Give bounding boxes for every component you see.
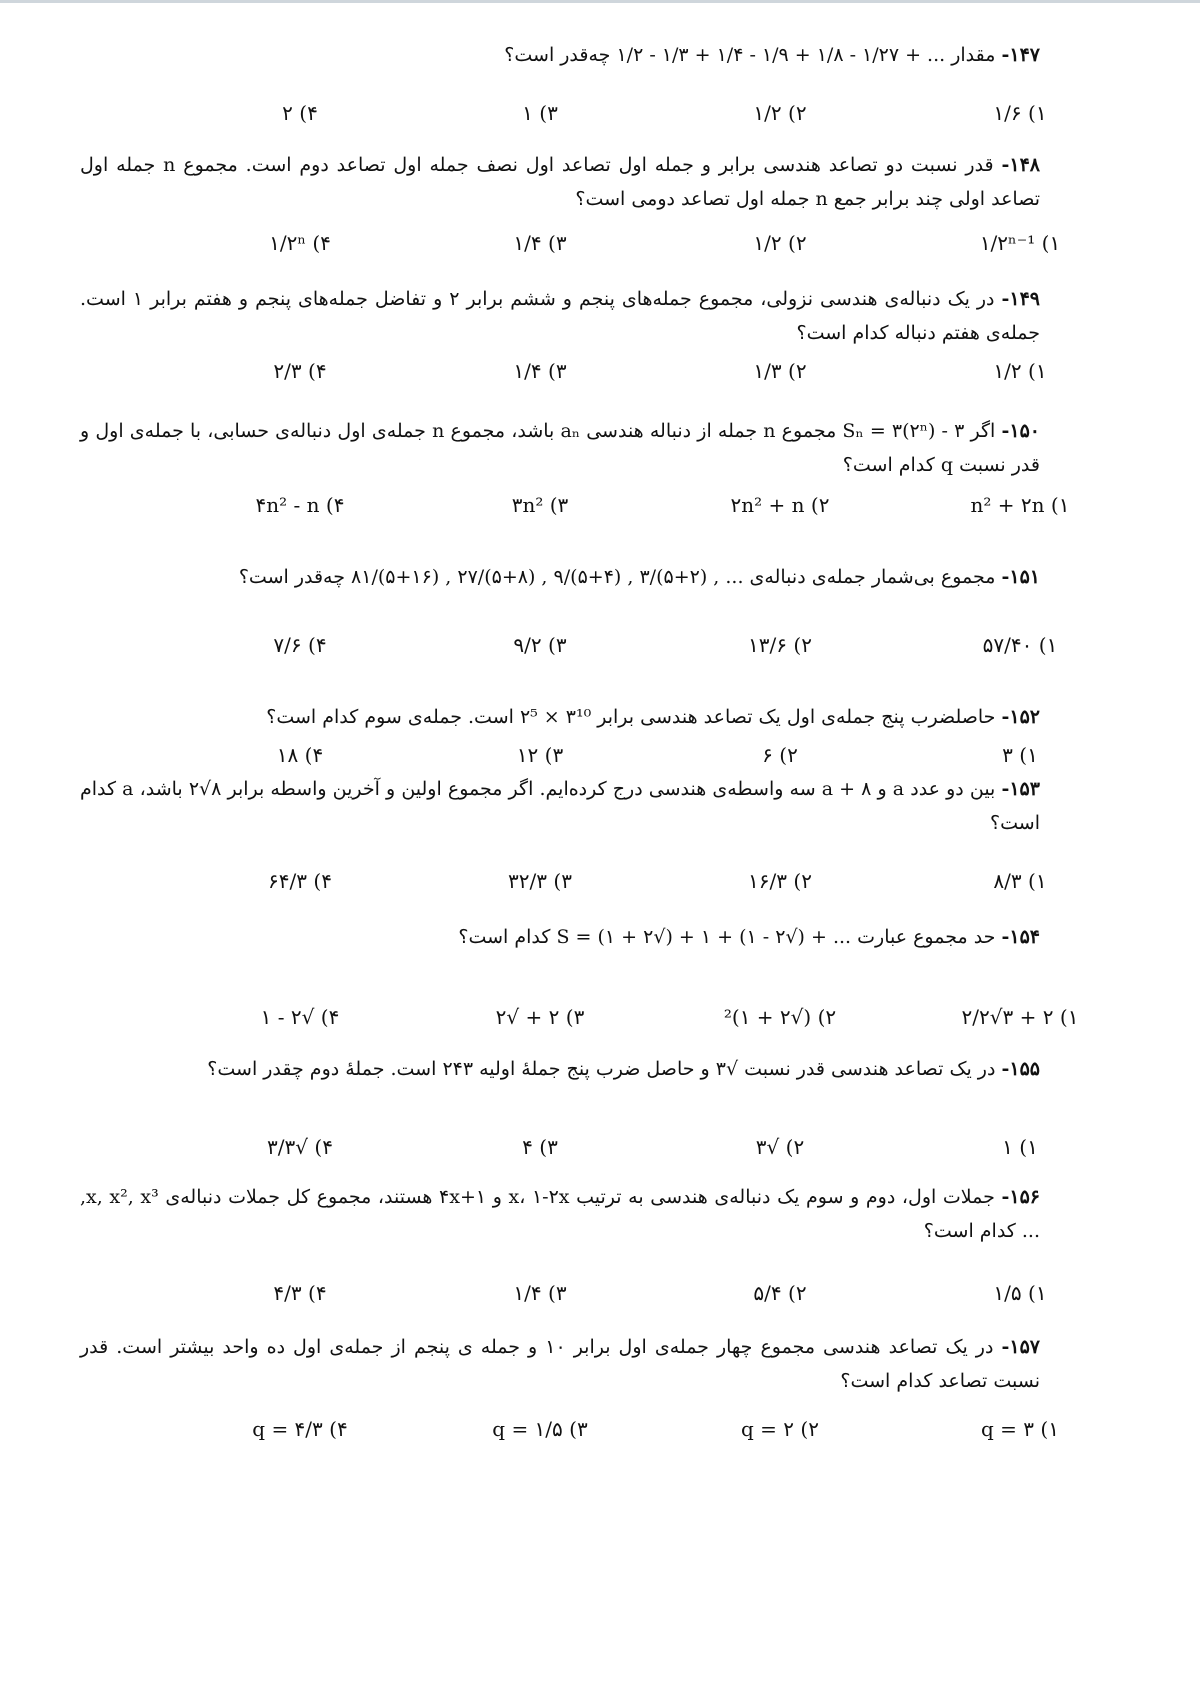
option-2[interactable]: ۲) ۱/۲ [753,231,807,255]
question-text: مقدار ... + ۱/۲۷ - ۱/۸ + ۱/۹ - ۱/۴ + ۱/۳ - ۱/۲ چه‌قدر است؟ [504,44,996,66]
question-number: ۱۵۴- [1001,926,1040,948]
option-2[interactable]: ۲) √۳ [755,1135,805,1159]
option-2[interactable]: ۲) ۱۶/۳ [748,869,812,893]
option-2[interactable]: ۲) ۶ [762,743,798,767]
question-154 [80,920,1040,954]
option-4[interactable]: ۴) √۲ - ۱ [260,1005,340,1029]
option-3[interactable]: ۳) ۳n² [511,493,569,517]
option-4[interactable]: ۴) ۲ [282,101,318,125]
options-154 [200,992,1120,1042]
option-1[interactable]: ۱) ۱ [1002,1135,1038,1159]
option-3[interactable]: ۳) ۱۲ [516,743,564,767]
question-text: بین دو عدد a و a + ۸ سه واسطه‌ی هندسی درج کرده‌ایم. اگر مجموع اولین و آخرین واسطه برابر ۸√۲ باشد، a کدام است؟ [80,778,1040,834]
question-text: جملات اول، دوم و سوم یک دنباله‌ی هندسی به ترتیب x، ۱-۲x و ۱+۴x هستند، مجموع کل جملات دنباله‌ی x, x², x³, ... کدام است؟ [80,1186,1040,1242]
option-1[interactable]: ۱) ۲ + ۳√۲/۲ [961,1005,1079,1029]
question-152 [80,700,1040,734]
options-155 [200,1122,1120,1172]
option-4[interactable]: ۴) ۷/۶ [273,633,327,657]
option-4[interactable]: ۴) ۱/۲ⁿ [269,231,331,255]
top-border [0,0,1200,3]
question-text: حد مجموع عبارت ... + (√۲ - ۱) + ۱ + (√۲ + ۱) = S کدام است؟ [458,926,996,948]
question-number: ۱۵۷- [1001,1336,1040,1358]
option-2[interactable]: ۲) ۱۳/۶ [748,633,812,657]
question-number: ۱۵۳- [1001,778,1040,800]
option-2[interactable]: ۲) q = ۲ [741,1417,819,1441]
option-4[interactable]: ۴) q = ۴/۳ [252,1417,348,1441]
question-number: ۱۴۸- [1001,154,1040,176]
question-148 [80,148,1040,216]
option-4[interactable]: ۴) ۶۴/۳ [268,869,332,893]
option-4[interactable]: ۴) ۴/۳ [273,1281,327,1305]
question-156 [80,1180,1040,1248]
question-number: ۱۵۶- [1001,1186,1040,1208]
option-2[interactable]: ۲) ۱/۲ [753,101,807,125]
question-number: ۱۵۰- [1001,420,1040,442]
question-text: حاصلضرب پنج جمله‌ی اول یک تصاعد هندسی برابر ۳¹⁰ × ۲⁵ است. جمله‌ی سوم کدام است؟ [266,706,996,728]
question-149 [80,282,1040,350]
options-150 [200,480,1120,530]
question-number: ۱۵۵- [1001,1058,1040,1080]
question-157 [80,1330,1040,1398]
option-1[interactable]: ۱) ۱/۶ [993,101,1047,125]
options-149 [200,346,1120,396]
option-3[interactable]: ۳) q = ۱/۵ [492,1417,588,1441]
option-1[interactable]: ۱) ۵۷/۴۰ [982,633,1058,657]
question-number: ۱۴۷- [1001,44,1040,66]
option-4[interactable]: ۴) ۴n² - n [255,493,345,517]
option-3[interactable]: ۳) ۹/۲ [513,633,567,657]
option-2[interactable]: ۲) ۵/۴ [753,1281,807,1305]
option-4[interactable]: ۴) √۳/۳ [267,1135,333,1159]
question-text: مجموع بی‌شمار جمله‌ی دنباله‌ی ... , (۲+۵)/۳ , (۴+۵)/۹ , (۸+۵)/۲۷ , (۱۶+۵)/۸۱ چه‌قدر است؟ [238,566,996,588]
option-1[interactable]: ۱) ۳ [1002,743,1038,767]
option-2[interactable]: ۲) (√۲ + ۱)² [723,1005,837,1029]
question-150 [80,414,1040,482]
option-1[interactable]: ۱) q = ۳ [981,1417,1059,1441]
question-151 [80,560,1040,594]
question-number: ۱۵۲- [1001,706,1040,728]
option-3[interactable]: ۳) ۲ + √۲ [495,1005,585,1029]
question-147 [80,38,1040,72]
question-text: در یک تصاعد هندسی مجموع چهار جمله‌ی اول برابر ۱۰ و جمله ی پنجم از جمله‌ی اول ده واحد بیشتر است. قدر نسبت تصاعد کدام است؟ [80,1336,1040,1392]
options-156 [200,1268,1120,1318]
option-1[interactable]: ۱) ۱/۵ [993,1281,1047,1305]
question-text: در یک دنباله‌ی هندسی نزولی، مجموع جمله‌های پنجم و ششم برابر ۲ و تفاضل جمله‌های پنجم و هفتم برابر ۱ است. جمله‌ی هفتم دنباله کدام است؟ [80,288,1040,344]
options-148 [200,218,1120,268]
options-157 [200,1404,1120,1454]
question-number: ۱۴۹- [1001,288,1041,310]
option-1[interactable]: ۱) n² + ۲n [970,493,1070,517]
option-1[interactable]: ۱) ۱/۲ⁿ⁻¹ [979,231,1061,255]
option-4[interactable]: ۴) ۱۸ [276,743,324,767]
option-3[interactable]: ۳) ۱/۴ [513,231,567,255]
question-153 [80,772,1040,840]
option-2[interactable]: ۲) ۲n² + n [730,493,830,517]
question-number: ۱۵۱- [1001,566,1040,588]
question-155 [80,1052,1040,1086]
options-151 [200,620,1120,670]
option-1[interactable]: ۱) ۱/۲ [993,359,1047,383]
question-text: قدر نسبت دو تصاعد هندسی برابر و جمله اول تصاعد اول نصف جمله اول تصاعد دوم است. مجموع n جمله اول تصاعد اولی چند برابر جمع n جمله اول تصاعد دومی است؟ [80,154,1040,210]
option-4[interactable]: ۴) ۲/۳ [273,359,327,383]
question-text: در یک تصاعد هندسی قدر نسبت √۳ و حاصل ضرب پنج جملهٔ اولیه ۲۴۳ است. جملهٔ دوم چقدر است؟ [207,1058,996,1080]
option-3[interactable]: ۳) ۱/۴ [513,1281,567,1305]
option-1[interactable]: ۱) ۸/۳ [993,869,1047,893]
question-text: اگر Sₙ = ۳(۲ⁿ) - ۳ مجموع n جمله از دنباله هندسی aₙ باشد، مجموع n جمله‌ی اول دنباله‌ی حسابی، با جمله‌ی اول و قدر نسبت q کدام است؟ [80,420,1040,476]
option-2[interactable]: ۲) ۱/۳ [753,359,807,383]
options-153 [200,856,1120,906]
option-3[interactable]: ۳) ۳۲/۳ [508,869,572,893]
option-3[interactable]: ۳) ۱ [522,101,558,125]
option-3[interactable]: ۳) ۱/۴ [513,359,567,383]
option-3[interactable]: ۳) ۴ [522,1135,558,1159]
options-147 [200,88,1120,138]
